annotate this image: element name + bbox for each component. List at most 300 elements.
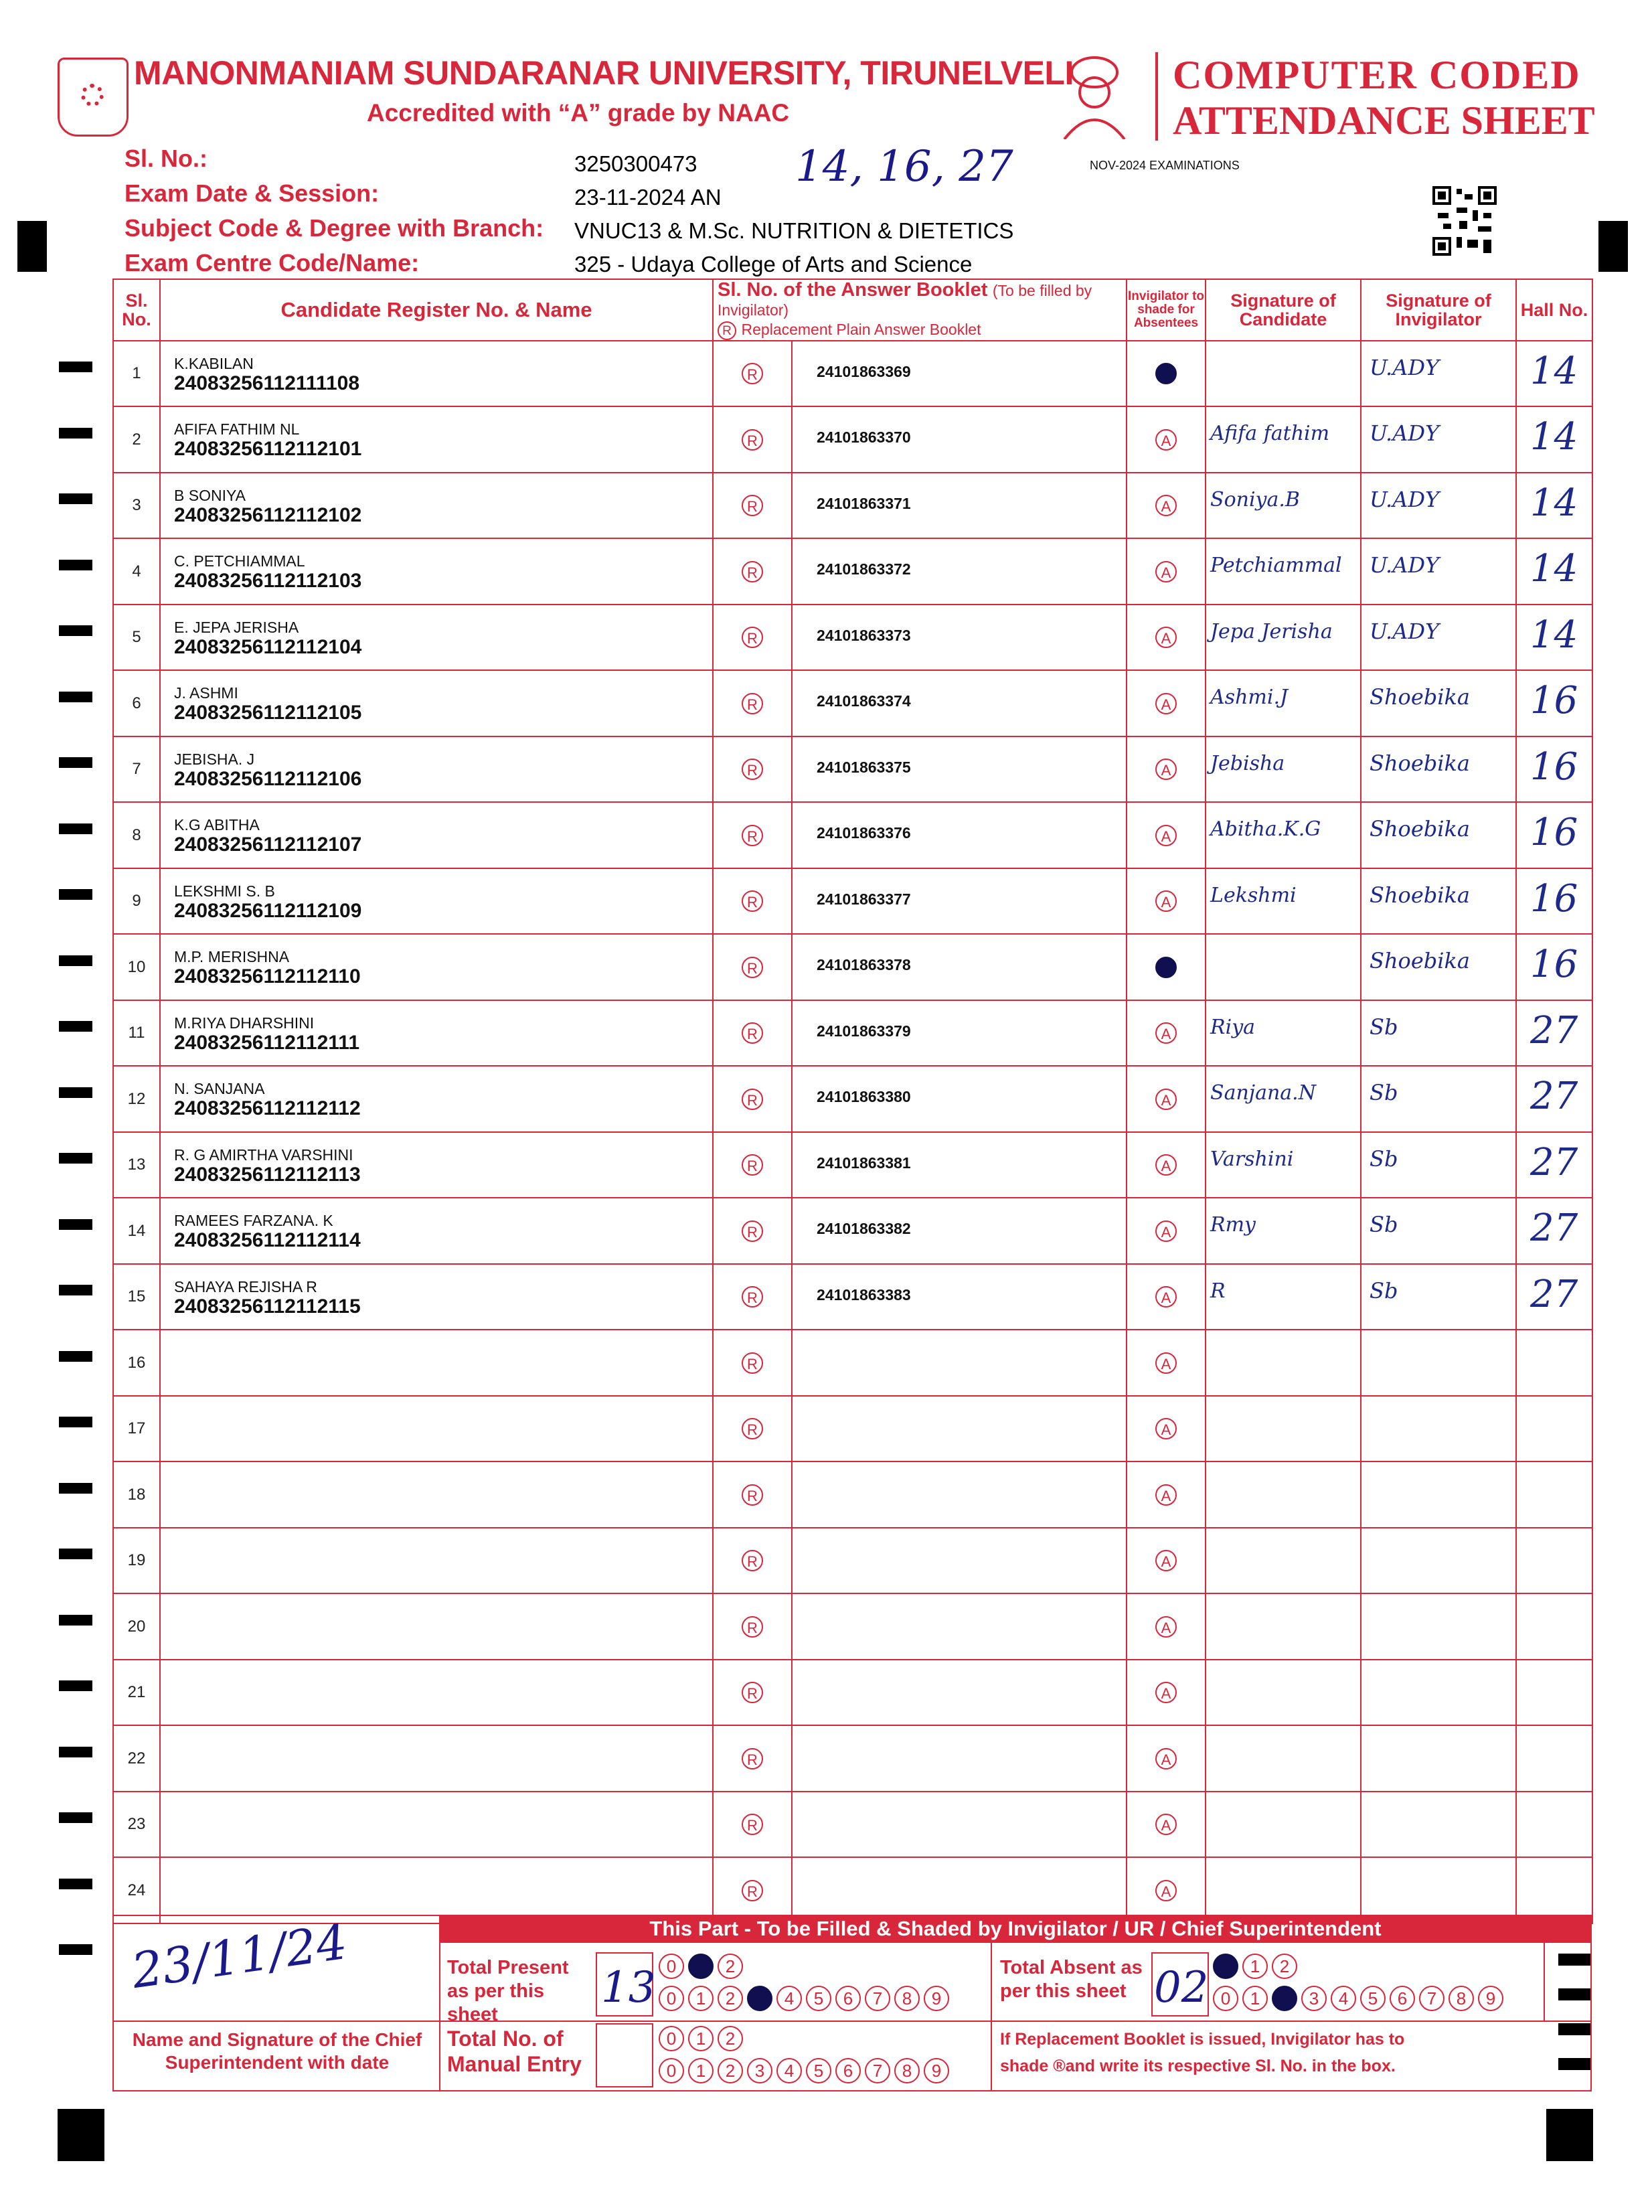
absentee-cell[interactable] xyxy=(1127,736,1206,803)
digit-bubble-icon[interactable]: 3 xyxy=(1301,1986,1327,2011)
digit-bubble-icon[interactable]: 8 xyxy=(894,1986,920,2011)
replacement-cell[interactable] xyxy=(713,1725,792,1792)
manual-units-bubbles[interactable] xyxy=(659,2058,949,2083)
timing-mark xyxy=(59,692,92,702)
replacement-cell[interactable] xyxy=(713,1857,792,1923)
absent-bubble-icon[interactable]: A xyxy=(1155,1616,1177,1638)
absent-bubble-icon[interactable]: A xyxy=(1155,1022,1177,1044)
candidate-signature-cell[interactable] xyxy=(1206,406,1361,473)
candidate-signature-cell[interactable] xyxy=(1206,1264,1361,1330)
candidate-signature-cell[interactable] xyxy=(1206,1792,1361,1858)
booklet-cell[interactable] xyxy=(792,1264,1127,1330)
digit-bubble-icon[interactable] xyxy=(688,1954,714,1979)
hall-cell[interactable] xyxy=(1516,1660,1592,1726)
invigilator-signature-cell[interactable] xyxy=(1361,1066,1516,1132)
divider xyxy=(439,2021,1592,2022)
booklet-cell[interactable] xyxy=(792,868,1127,935)
digit-bubble-icon[interactable]: 2 xyxy=(718,1986,743,2011)
absentee-cell[interactable] xyxy=(1127,1857,1206,1923)
hall-cell[interactable] xyxy=(1516,868,1592,935)
digit-bubble-icon[interactable]: 9 xyxy=(924,1986,949,2011)
replacement-bubble-icon[interactable]: R xyxy=(742,1286,763,1308)
candidate-signature: Lekshmi xyxy=(1210,883,1297,907)
candidate-name: LEKSHMI S. B xyxy=(174,882,275,900)
hall-cell[interactable] xyxy=(1516,341,1592,407)
absentee-cell[interactable] xyxy=(1127,670,1206,736)
digit-bubble-icon[interactable]: 6 xyxy=(835,1986,861,2011)
replacement-cell[interactable] xyxy=(713,670,792,736)
booklet-number: 24101863369 xyxy=(817,362,911,380)
digit-bubble-icon[interactable] xyxy=(1213,1954,1238,1979)
present-box[interactable] xyxy=(596,1952,656,2017)
absentee-cell[interactable] xyxy=(1127,1330,1206,1396)
candidate-signature-cell[interactable] xyxy=(1206,802,1361,868)
absent-tens-bubbles[interactable] xyxy=(1213,1954,1297,1979)
candidate-signature-cell[interactable] xyxy=(1206,538,1361,605)
booklet-cell[interactable] xyxy=(792,736,1127,803)
digit-bubble-icon[interactable]: 7 xyxy=(865,2058,890,2083)
booklet-cell[interactable] xyxy=(792,1792,1127,1858)
candidate-signature-cell[interactable] xyxy=(1206,1593,1361,1660)
invigilator-signature-cell[interactable] xyxy=(1361,1000,1516,1066)
timing-mark xyxy=(59,1021,92,1032)
candidate-name: K.G ABITHA xyxy=(174,816,260,834)
absent-bubble-icon[interactable]: A xyxy=(1155,759,1177,780)
invigilator-signature-cell[interactable] xyxy=(1361,868,1516,935)
candidate-signature-cell[interactable] xyxy=(1206,1198,1361,1264)
hall-cell[interactable] xyxy=(1516,538,1592,605)
invigilator-signature: Sb xyxy=(1370,1277,1398,1304)
absent-units-bubbles[interactable] xyxy=(1213,1986,1503,2011)
replacement-bubble-icon[interactable]: R xyxy=(742,1814,763,1835)
hall-cell[interactable] xyxy=(1516,1198,1592,1264)
hall-cell[interactable] xyxy=(1516,1066,1592,1132)
hall-number: 14 xyxy=(1530,613,1578,657)
hall-number: 27 xyxy=(1530,1206,1578,1251)
timing-mark xyxy=(59,1680,92,1691)
absent-bubble-icon[interactable]: A xyxy=(1155,1814,1177,1835)
hall-cell[interactable] xyxy=(1516,1000,1592,1066)
booklet-cell[interactable] xyxy=(792,1660,1127,1726)
invigilator-signature: Sb xyxy=(1370,1080,1398,1106)
digit-bubble-icon[interactable]: 1 xyxy=(688,1986,714,2011)
replacement-cell[interactable] xyxy=(713,736,792,803)
hall-cell[interactable] xyxy=(1516,473,1592,539)
replacement-bubble-icon[interactable]: R xyxy=(742,429,763,451)
replacement-bubble-icon[interactable]: R xyxy=(742,1154,763,1176)
digit-bubble-icon[interactable]: 4 xyxy=(776,1986,802,2011)
invigilator-signature: Sb xyxy=(1370,1014,1398,1040)
booklet-cell[interactable] xyxy=(792,934,1127,1000)
candidate-name: AFIFA FATHIM NL xyxy=(174,420,300,439)
timing-mark xyxy=(59,1944,92,1955)
hall-cell[interactable] xyxy=(1516,736,1592,803)
replacement-bubble-icon[interactable]: R xyxy=(742,1616,763,1638)
replacement-cell[interactable] xyxy=(713,1396,792,1462)
replacement-bubble-icon[interactable]: R xyxy=(742,561,763,582)
replacement-bubble-icon[interactable]: R xyxy=(742,1022,763,1044)
booklet-cell[interactable] xyxy=(792,1396,1127,1462)
university-logo xyxy=(58,58,129,137)
absentee-cell[interactable] xyxy=(1127,473,1206,539)
absent-bubble-icon[interactable]: A xyxy=(1155,1418,1177,1439)
booklet-cell[interactable] xyxy=(792,1132,1127,1198)
replacement-bubble-icon[interactable]: R xyxy=(742,693,763,714)
invigilator-signature-cell[interactable] xyxy=(1361,1198,1516,1264)
hall-number: 14 xyxy=(1530,415,1578,459)
hall-cell[interactable] xyxy=(1516,1396,1592,1462)
absentee-cell[interactable] xyxy=(1127,934,1206,1000)
digit-bubble-icon[interactable]: 0 xyxy=(1213,1986,1238,2011)
hall-cell[interactable] xyxy=(1516,1528,1592,1594)
absent-bubble-icon[interactable]: A xyxy=(1155,1748,1177,1769)
absentee-cell[interactable] xyxy=(1127,802,1206,868)
absentee-cell[interactable] xyxy=(1127,1264,1206,1330)
booklet-number: 24101863382 xyxy=(817,1220,911,1238)
replacement-cell[interactable] xyxy=(713,1792,792,1858)
table-row xyxy=(113,1396,1592,1462)
candidate-name: R. G AMIRTHA VARSHINI xyxy=(174,1146,353,1164)
digit-bubble-icon[interactable]: 3 xyxy=(747,2058,772,2083)
manual-box[interactable] xyxy=(596,2023,653,2087)
hall-cell[interactable] xyxy=(1516,1725,1592,1792)
replacement-cell[interactable] xyxy=(713,341,792,407)
booklet-cell[interactable] xyxy=(792,538,1127,605)
hall-cell[interactable] xyxy=(1516,1330,1592,1396)
replacement-cell[interactable] xyxy=(713,802,792,868)
invigilator-signature-cell[interactable] xyxy=(1361,1593,1516,1660)
replacement-bubble-icon[interactable]: R xyxy=(742,759,763,780)
replacement-bubble-icon[interactable]: R xyxy=(742,825,763,846)
digit-bubble-icon[interactable]: 4 xyxy=(776,2058,802,2083)
digit-bubble-icon[interactable]: 0 xyxy=(659,1986,684,2011)
absent-bubble-icon[interactable]: A xyxy=(1155,1220,1177,1242)
candidate-signature-cell[interactable] xyxy=(1206,868,1361,935)
digit-bubble-icon[interactable]: 5 xyxy=(806,2058,831,2083)
replacement-cell[interactable] xyxy=(713,538,792,605)
row-sl: 13 xyxy=(113,1132,160,1198)
candidate-register-no: 24083256112112107 xyxy=(174,834,362,856)
candidate-signature-cell[interactable] xyxy=(1206,670,1361,736)
digit-bubble-icon[interactable]: 5 xyxy=(1360,1986,1386,2011)
timing-mark xyxy=(59,757,92,768)
absentee-cell[interactable] xyxy=(1127,341,1206,407)
hall-cell[interactable] xyxy=(1516,1857,1592,1923)
invigilator-signature-cell[interactable] xyxy=(1361,406,1516,473)
absent-bubble-icon[interactable]: A xyxy=(1155,1880,1177,1901)
invigilator-signature-cell[interactable] xyxy=(1361,473,1516,539)
invigilator-signature-cell[interactable] xyxy=(1361,1396,1516,1462)
digit-bubble-icon[interactable]: 5 xyxy=(806,1986,831,2011)
candidate-cell xyxy=(160,1066,713,1132)
digit-bubble-icon[interactable] xyxy=(1272,1986,1297,2011)
hall-cell[interactable] xyxy=(1516,1792,1592,1858)
candidate-signature-cell[interactable] xyxy=(1206,341,1361,407)
candidate-signature: Abitha.K.G xyxy=(1210,817,1321,842)
invigilator-signature-cell[interactable] xyxy=(1361,1462,1516,1528)
hall-cell[interactable] xyxy=(1516,406,1592,473)
booklet-cell[interactable] xyxy=(792,1857,1127,1923)
booklet-cell[interactable] xyxy=(792,670,1127,736)
candidate-signature-cell[interactable] xyxy=(1206,1528,1361,1594)
replacement-cell[interactable] xyxy=(713,1066,792,1132)
booklet-cell[interactable] xyxy=(792,341,1127,407)
digit-bubble-icon[interactable]: 4 xyxy=(1331,1986,1356,2011)
digit-bubble-icon[interactable]: 1 xyxy=(1242,1954,1268,1979)
footer-bar: This Part - To be Filled & Shaded by Invigilator / UR / Chief Superintendent xyxy=(439,1915,1592,1943)
table-row xyxy=(113,1198,1592,1264)
candidate-name: J. ASHMI xyxy=(174,684,238,702)
replacement-bubble-icon[interactable]: R xyxy=(742,1418,763,1439)
candidate-name: JEBISHA. J xyxy=(174,750,255,768)
invigilator-signature-cell[interactable] xyxy=(1361,670,1516,736)
replacement-cell[interactable] xyxy=(713,868,792,935)
candidate-cell xyxy=(160,670,713,736)
invigilator-signature: Shoebika xyxy=(1370,882,1470,908)
digit-bubble-icon[interactable]: 2 xyxy=(718,1954,743,1979)
candidate-name: SAHAYA REJISHA R xyxy=(174,1277,317,1295)
absent-bubble-icon[interactable]: A xyxy=(1155,1352,1177,1374)
booklet-number: 24101863376 xyxy=(817,824,911,842)
absentee-cell[interactable] xyxy=(1127,406,1206,473)
digit-bubble-icon[interactable]: 2 xyxy=(1272,1954,1297,1979)
absent-bubble-icon[interactable]: A xyxy=(1155,890,1177,912)
absent-bubble-icon[interactable]: A xyxy=(1155,1286,1177,1308)
replacement-bubble-icon[interactable]: R xyxy=(742,627,763,648)
sheet-title-line2: ATTENDANCE SHEET xyxy=(1173,98,1595,143)
replacement-bubble-icon[interactable]: R xyxy=(742,1748,763,1769)
digit-bubble-icon[interactable]: 9 xyxy=(1478,1986,1503,2011)
absent-bubble-icon[interactable]: A xyxy=(1155,825,1177,846)
invigilator-signature-cell[interactable] xyxy=(1361,1132,1516,1198)
replacement-bubble-icon[interactable]: R xyxy=(742,1220,763,1242)
hall-cell[interactable] xyxy=(1516,934,1592,1000)
absentee-cell[interactable] xyxy=(1127,1528,1206,1594)
candidate-signature-cell[interactable] xyxy=(1206,1330,1361,1396)
digit-bubble-icon[interactable]: 1 xyxy=(688,2058,714,2083)
booklet-cell[interactable] xyxy=(792,605,1127,671)
absent-bubble-icon[interactable]: A xyxy=(1155,561,1177,582)
candidate-signature-cell[interactable] xyxy=(1206,605,1361,671)
hall-cell[interactable] xyxy=(1516,1132,1592,1198)
invigilator-signature-cell[interactable] xyxy=(1361,605,1516,671)
replacement-cell[interactable] xyxy=(713,1660,792,1726)
absent-bubble-icon[interactable]: A xyxy=(1155,1682,1177,1703)
digit-bubble-icon[interactable]: 2 xyxy=(718,2026,743,2051)
invigilator-signature: U.ADY xyxy=(1370,420,1440,447)
replacement-cell[interactable] xyxy=(713,406,792,473)
absent-bubble-icon[interactable] xyxy=(1155,363,1177,384)
digit-bubble-icon[interactable]: 2 xyxy=(718,2058,743,2083)
candidate-signature-cell[interactable] xyxy=(1206,1660,1361,1726)
replacement-cell[interactable] xyxy=(713,934,792,1000)
absent-bubble-icon[interactable]: A xyxy=(1155,1089,1177,1110)
hall-cell[interactable] xyxy=(1516,670,1592,736)
hall-cell[interactable] xyxy=(1516,802,1592,868)
candidate-signature-cell[interactable] xyxy=(1206,1462,1361,1528)
table-row xyxy=(113,736,1592,803)
manual-tens-bubbles[interactable] xyxy=(659,2026,743,2051)
exam-label: NOV-2024 EXAMINATIONS xyxy=(1090,159,1240,172)
centre-label: Exam Centre Code/Name: xyxy=(125,249,420,276)
absentee-cell[interactable] xyxy=(1127,1725,1206,1792)
absentee-cell[interactable] xyxy=(1127,1660,1206,1726)
digit-bubble-icon[interactable]: 6 xyxy=(1390,1986,1415,2011)
replacement-bubble-icon[interactable]: R xyxy=(742,1089,763,1110)
absentee-cell[interactable] xyxy=(1127,605,1206,671)
replacement-cell[interactable] xyxy=(713,1593,792,1660)
replacement-bubble-icon[interactable]: R xyxy=(742,1484,763,1506)
booklet-cell[interactable] xyxy=(792,1330,1127,1396)
candidate-signature-cell[interactable] xyxy=(1206,1000,1361,1066)
absentee-cell[interactable] xyxy=(1127,538,1206,605)
absentee-cell[interactable] xyxy=(1127,1132,1206,1198)
timing-mark xyxy=(59,1615,92,1626)
digit-bubble-icon[interactable]: 0 xyxy=(659,1954,684,1979)
absent-bubble-icon[interactable]: A xyxy=(1155,429,1177,451)
digit-bubble-icon[interactable]: 8 xyxy=(1449,1986,1474,2011)
booklet-cell[interactable] xyxy=(792,406,1127,473)
invigilator-signature-cell[interactable] xyxy=(1361,736,1516,803)
candidate-cell xyxy=(160,341,713,407)
subject-label: Subject Code & Degree with Branch: xyxy=(125,214,544,242)
hall-cell[interactable] xyxy=(1516,1593,1592,1660)
absentee-cell[interactable] xyxy=(1127,1792,1206,1858)
row-sl: 4 xyxy=(113,538,160,605)
invigilator-signature-cell[interactable] xyxy=(1361,802,1516,868)
candidate-cell xyxy=(160,1264,713,1330)
digit-bubble-icon[interactable]: 7 xyxy=(865,1986,890,2011)
absentee-cell[interactable] xyxy=(1127,868,1206,935)
candidate-signature-cell[interactable] xyxy=(1206,473,1361,539)
founder-portrait-icon xyxy=(1058,54,1131,139)
replacement-bubble-icon[interactable]: R xyxy=(742,1550,763,1571)
absent-bubble-icon[interactable]: A xyxy=(1155,1484,1177,1506)
row-sl: 17 xyxy=(113,1396,160,1462)
header-divider xyxy=(1155,52,1158,141)
col-booklet-sub: Replacement Plain Answer Booklet xyxy=(741,320,981,338)
digit-bubble-icon[interactable]: 9 xyxy=(924,2058,949,2083)
replacement-bubble-icon[interactable]: R xyxy=(742,363,763,384)
invigilator-signature-cell[interactable] xyxy=(1361,1725,1516,1792)
digit-bubble-icon[interactable]: 0 xyxy=(659,2026,684,2051)
replacement-bubble-icon[interactable]: R xyxy=(742,957,763,978)
digit-bubble-icon[interactable]: 6 xyxy=(835,2058,861,2083)
absent-bubble-icon[interactable] xyxy=(1155,957,1177,978)
candidate-signature-cell[interactable] xyxy=(1206,1857,1361,1923)
digit-bubble-icon[interactable] xyxy=(747,1986,772,2011)
present-tens-bubbles[interactable] xyxy=(659,1954,743,1979)
replacement-cell[interactable] xyxy=(713,1000,792,1066)
hall-number: 16 xyxy=(1530,876,1578,921)
digit-bubble-icon[interactable]: 1 xyxy=(1242,1986,1268,2011)
replacement-bubble-icon[interactable]: R xyxy=(742,1880,763,1901)
replacement-cell[interactable] xyxy=(713,1528,792,1594)
divider xyxy=(991,1943,992,2091)
hall-cell[interactable] xyxy=(1516,605,1592,671)
absent-bubble-icon[interactable]: A xyxy=(1155,1550,1177,1571)
invigilator-signature-cell[interactable] xyxy=(1361,934,1516,1000)
candidate-signature-cell[interactable] xyxy=(1206,1725,1361,1792)
candidate-signature-cell[interactable] xyxy=(1206,934,1361,1000)
absentee-cell[interactable] xyxy=(1127,1000,1206,1066)
replacement-cell[interactable] xyxy=(713,1132,792,1198)
replacement-cell[interactable] xyxy=(713,1264,792,1330)
candidate-name: B SONIYA xyxy=(174,486,246,504)
candidate-signature-cell[interactable] xyxy=(1206,736,1361,803)
booklet-cell[interactable] xyxy=(792,802,1127,868)
absent-bubble-icon[interactable]: A xyxy=(1155,495,1177,516)
candidate-signature-cell[interactable] xyxy=(1206,1132,1361,1198)
absent-bubble-icon[interactable]: A xyxy=(1155,693,1177,714)
digit-bubble-icon[interactable]: 1 xyxy=(688,2026,714,2051)
invigilator-signature-cell[interactable] xyxy=(1361,341,1516,407)
digit-bubble-icon[interactable]: 7 xyxy=(1419,1986,1444,2011)
table-row xyxy=(113,1000,1592,1066)
hall-cell[interactable] xyxy=(1516,1462,1592,1528)
sheet-title-line1: COMPUTER CODED xyxy=(1173,53,1581,97)
timing-mark xyxy=(59,1351,92,1362)
booklet-cell[interactable] xyxy=(792,1066,1127,1132)
absent-bubble-icon[interactable]: A xyxy=(1155,627,1177,648)
digit-bubble-icon[interactable]: 0 xyxy=(659,2058,684,2083)
invigilator-signature: Shoebika xyxy=(1370,948,1470,974)
booklet-cell[interactable] xyxy=(792,473,1127,539)
replacement-cell[interactable] xyxy=(713,1462,792,1528)
absent-bubble-icon[interactable]: A xyxy=(1155,1154,1177,1176)
candidate-signature: Sanjana.N xyxy=(1210,1081,1316,1105)
replacement-bubble-icon[interactable]: R xyxy=(742,1682,763,1703)
digit-bubble-icon[interactable]: 8 xyxy=(894,2058,920,2083)
absentee-cell[interactable] xyxy=(1127,1462,1206,1528)
replacement-cell[interactable] xyxy=(713,1330,792,1396)
invigilator-signature-cell[interactable] xyxy=(1361,1857,1516,1923)
absentee-cell[interactable] xyxy=(1127,1198,1206,1264)
replacement-bubble-icon[interactable]: R xyxy=(742,495,763,516)
invigilator-signature-cell[interactable] xyxy=(1361,538,1516,605)
replacement-cell[interactable] xyxy=(713,473,792,539)
booklet-cell[interactable] xyxy=(792,1725,1127,1792)
timing-mark xyxy=(59,1417,92,1427)
invigilator-signature-cell[interactable] xyxy=(1361,1528,1516,1594)
date-value: 23-11-2024 AN xyxy=(574,185,722,210)
invigilator-signature-cell[interactable] xyxy=(1361,1330,1516,1396)
booklet-cell[interactable] xyxy=(792,1462,1127,1528)
replacement-cell[interactable] xyxy=(713,605,792,671)
candidate-signature-cell[interactable] xyxy=(1206,1066,1361,1132)
absentee-cell[interactable] xyxy=(1127,1396,1206,1462)
absentee-cell[interactable] xyxy=(1127,1593,1206,1660)
invigilator-signature-cell[interactable] xyxy=(1361,1264,1516,1330)
replacement-bubble-icon[interactable]: R xyxy=(742,1352,763,1374)
booklet-cell[interactable] xyxy=(792,1000,1127,1066)
booklet-cell[interactable] xyxy=(792,1198,1127,1264)
replacement-cell[interactable] xyxy=(713,1198,792,1264)
hall-cell[interactable] xyxy=(1516,1264,1592,1330)
hall-number: 27 xyxy=(1530,1008,1578,1052)
booklet-cell[interactable] xyxy=(792,1593,1127,1660)
candidate-cell xyxy=(160,736,713,803)
present-units-bubbles[interactable] xyxy=(659,1986,949,2011)
absentee-cell[interactable] xyxy=(1127,1066,1206,1132)
absent-box[interactable] xyxy=(1151,1952,1209,2017)
invigilator-signature-cell[interactable] xyxy=(1361,1792,1516,1858)
invigilator-signature-cell[interactable] xyxy=(1361,1660,1516,1726)
replacement-bubble-icon[interactable]: R xyxy=(742,890,763,912)
table-row xyxy=(113,1660,1592,1726)
candidate-signature-cell[interactable] xyxy=(1206,1396,1361,1462)
booklet-cell[interactable] xyxy=(792,1528,1127,1594)
